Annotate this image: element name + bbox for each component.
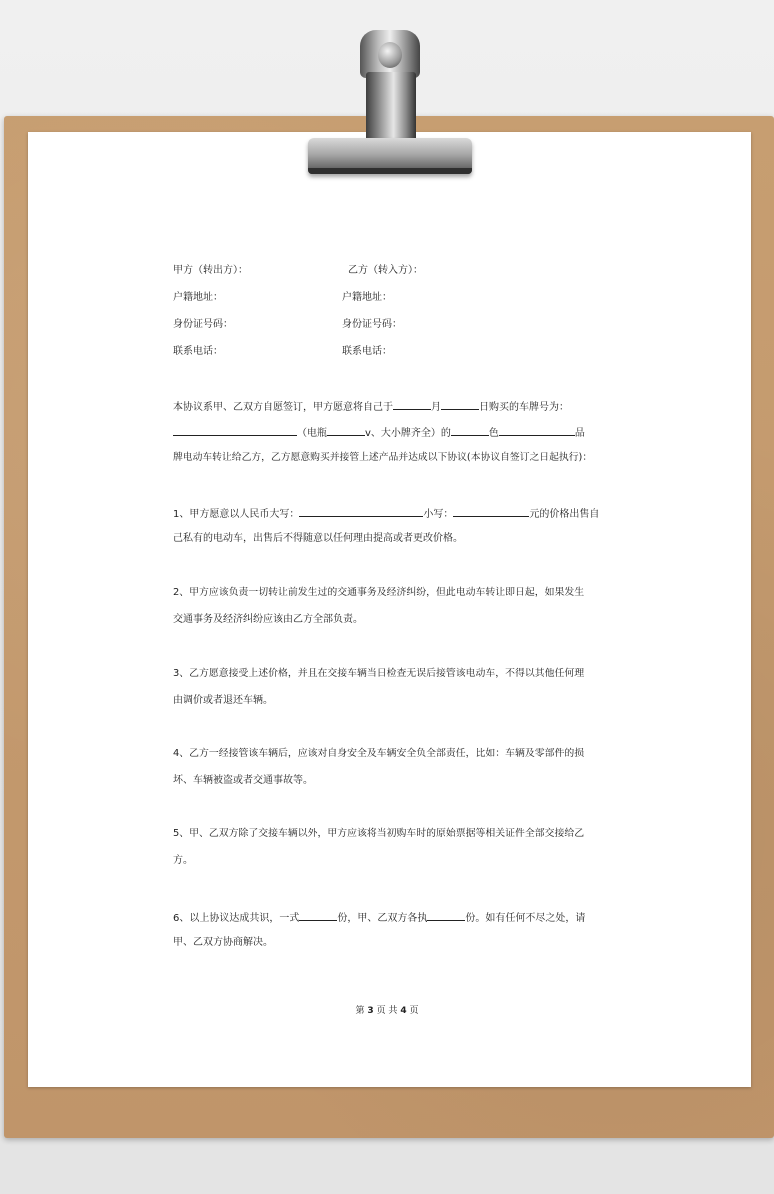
plate-blank: [173, 424, 297, 436]
month-label: 月: [431, 402, 441, 413]
clause-4-line-1: 4、乙方一经接管该车辆后，应该对自身安全及车辆安全负全部责任，比如：车辆及零部件的损: [173, 748, 585, 759]
plate-label: 日购买的车牌号为：: [479, 402, 569, 413]
intro-line-1: [173, 398, 569, 415]
clause-3-line-2: 由调价或者退还车辆。: [173, 695, 273, 706]
party-a-address: 户籍地址：: [173, 292, 223, 303]
price-words-label: 1、甲方愿意以人民币大写：: [173, 509, 300, 520]
party-b-phone: 联系电话：: [342, 346, 392, 357]
intro-line-2: [173, 424, 585, 441]
party-a-label: 甲方（转出方）：: [173, 265, 248, 276]
total-pages-number: 4: [400, 1006, 407, 1016]
price-digits-blank: [453, 505, 529, 517]
clause-2-line-2: 交通事务及经济纠纷应该由乙方全部负责。: [173, 614, 363, 625]
battery-label: （电瓶: [297, 428, 327, 439]
each-holds-label: 份，甲、乙双方各执: [337, 913, 428, 924]
clause-5-line-2: 方。: [173, 855, 193, 866]
clause-4-line-2: 坏、车辆被盗或者交通事故等。: [173, 775, 313, 786]
clause-6-line-2: 甲、乙双方协商解决。: [173, 937, 273, 948]
binder-clip: [300, 22, 480, 180]
party-a-phone: 联系电话：: [173, 346, 223, 357]
clause-2-line-1: 2、甲方应该负责一切转让前发生过的交通事务及经济纠纷，但此电动车转让即日起，如果发生: [173, 587, 585, 598]
clip-lip: [308, 168, 472, 174]
clause-1-line-1: [173, 505, 599, 522]
current-page-number: 3: [367, 1006, 374, 1016]
voltage-blank: [327, 424, 365, 436]
page-footer: [0, 1003, 774, 1016]
clause-6-suffix: 份。如有任何不尽之处，请: [465, 913, 586, 924]
color-blank: [451, 424, 489, 436]
plate-status: v、大小牌齐全）的: [365, 428, 451, 439]
clause-6-line-1: [173, 909, 585, 926]
color-label: 色: [488, 428, 499, 439]
month-blank: [393, 398, 431, 410]
footer-middle: 页 共: [376, 1006, 398, 1016]
party-b-address: 户籍地址：: [342, 292, 392, 303]
price-suffix: 元的价格出售自: [529, 509, 600, 520]
brand-blank: [499, 424, 575, 436]
clip-ring-hole: [378, 42, 402, 68]
price-words-blank: [299, 505, 423, 517]
price-digits-label: 小写：: [423, 509, 454, 520]
clause-5-line-1: 5、甲、乙双方除了交接车辆以外，甲方应该将当初购车时的原始票据等相关证件全部交接给乙: [173, 828, 585, 839]
copies-blank: [299, 909, 337, 921]
footer-prefix: 第: [355, 1006, 365, 1016]
party-b-id: 身份证号码：: [342, 319, 402, 330]
party-a-id: 身份证号码：: [173, 319, 233, 330]
clause-1-line-2: 己私有的电动车，出售后不得随意以任何理由提高或者更改价格。: [173, 533, 463, 544]
party-b-label: 乙方（转入方）：: [348, 265, 423, 276]
footer-suffix: 页: [409, 1006, 419, 1016]
day-blank: [441, 398, 479, 410]
intro-line-3: 牌电动车转让给乙方，乙方愿意购买并接管上述产品并达成以下协议(本协议自签订之日起执行)：: [173, 452, 593, 463]
each-holds-blank: [427, 909, 465, 921]
copies-label: 6、以上协议达成共识，一式: [173, 913, 300, 924]
intro-text: 本协议系甲、乙双方自愿签订，甲方愿意将自己于: [173, 402, 393, 413]
brand-label: 品: [574, 428, 585, 439]
clause-3-line-1: 3、乙方愿意接受上述价格，并且在交接车辆当日检查无误后接管该电动车，不得以其他任何理: [173, 668, 585, 679]
